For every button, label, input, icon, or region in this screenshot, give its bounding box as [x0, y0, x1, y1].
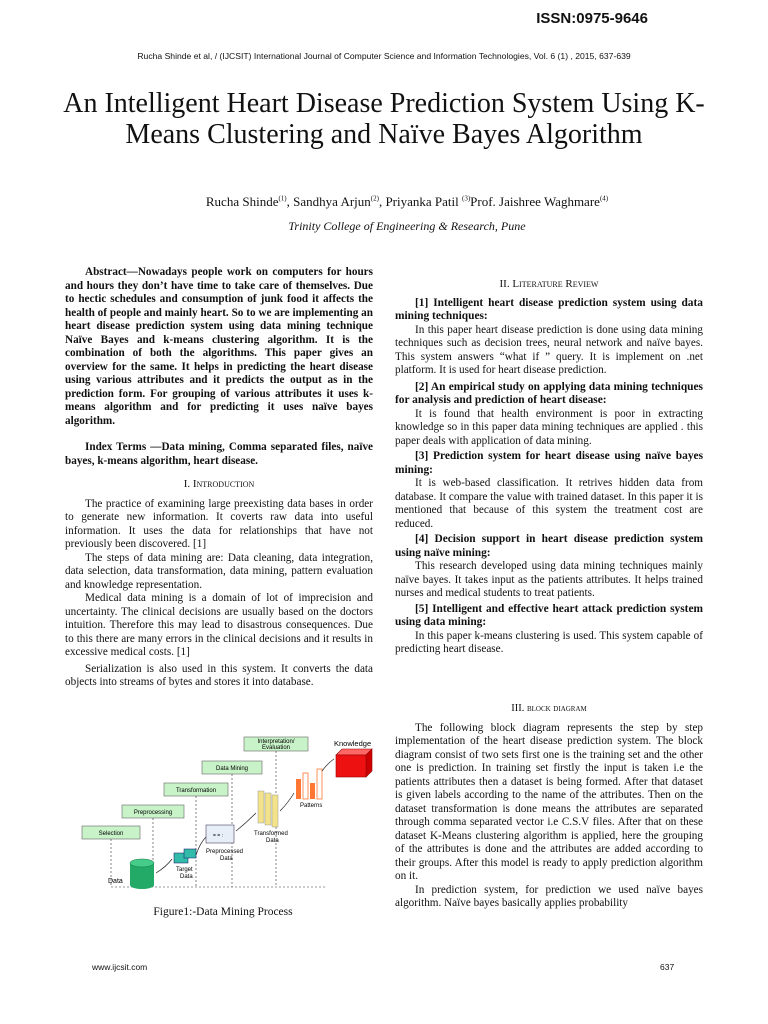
- lit-item-1: [395, 297, 703, 378]
- lit-item-title: [4] Decision support in heart disease prediction system using naïve mining:: [395, 533, 703, 559]
- author-1: Rucha Shinde: [205, 194, 279, 209]
- interpretation-label: Interpretation/: [257, 739, 295, 745]
- author-sep: ,: [378, 194, 386, 209]
- author-3: Priyanka Patil: [385, 194, 462, 209]
- figure-caption: Figure1:-Data Mining Process: [153, 906, 293, 918]
- author-2-mark: (2): [370, 194, 379, 203]
- lit-item-title: [2] An empirical study on applying data mining techniques for analysis and prediction of heart disease:: [395, 380, 703, 406]
- preprocessing-label: Preprocessing: [133, 810, 173, 816]
- target-data-icon: [174, 849, 196, 863]
- patterns-icon: [296, 769, 322, 799]
- transformed-label-1: Transformed: [254, 831, 288, 837]
- paragraph: The practice of examining large preexisting data bases in order to generate new information. It coverts raw data into useful information. It uses the data for relationships that have not previously been discovered. [1]: [65, 497, 373, 550]
- target-label-1: Target: [176, 867, 193, 873]
- lit-item-title: [1] Intelligent heart disease prediction system using data mining techniques:: [395, 296, 703, 322]
- issn-label: ISSN:0975-9646: [536, 10, 648, 27]
- author-1-mark: (1): [278, 194, 287, 203]
- index-terms: Index Terms —Data mining, Comma separated files, naïve bayes, k-means algorithm, heart disease.: [65, 441, 373, 467]
- patterns-label: Patterns: [300, 803, 323, 809]
- lit-item-title: [5] Intelligent and effective heart attack prediction system using data mining:: [395, 602, 703, 628]
- block-diagram-section: [395, 702, 703, 911]
- knowledge-label: Knowledge: [334, 739, 372, 748]
- section-heading-literature: [395, 278, 703, 292]
- lit-item-body: In this paper k-means clustering is used. This system capable of predicting heart disease.: [395, 629, 703, 655]
- lit-item-body: It is found that health environment is poor in extracting knowledge so in this paper data mining techniques are applied . this paper deals with application of data mining.: [395, 407, 703, 447]
- evaluation-label: Evaluation: [261, 745, 291, 751]
- transformed-label-2: Data: [266, 838, 279, 844]
- lit-item-body: It is web-based classification. It retrives hidden data from database. It compare the value with trained dataset. In this paper it is mentioned that because of this system the treatment cost are reduced.: [395, 477, 703, 530]
- abstract: [65, 266, 373, 468]
- author-list: [0, 194, 768, 210]
- running-header: Rucha Shinde et al, / (IJCSIT) International Journal of Computer Science and Information Technologies, Vol. 6 (1) , 2015, 637-639: [137, 51, 631, 61]
- section-heading-introduction: I. Introduction: [183, 478, 255, 490]
- lit-item-4: [395, 533, 703, 601]
- footer-website: www.ijcsit.com: [92, 962, 148, 972]
- paragraph: Serialization is also used in this system. It converts the data objects into streams of bytes and stores it into database.: [65, 662, 373, 688]
- literature-review-section: [395, 278, 703, 657]
- preprocessed-data-icon: [206, 825, 234, 843]
- data-label: Data: [108, 878, 123, 885]
- paper-title: An Intelligent Heart Disease Prediction System Using K-Means Clustering and Naïve Bayes Algorithm: [63, 88, 705, 150]
- target-label-2: Data: [180, 874, 193, 880]
- selection-label: Selection: [98, 831, 124, 837]
- svg-text:= = :: = = :: [213, 833, 224, 839]
- author-3-mark: (3): [462, 194, 471, 203]
- author-sep: ,: [286, 194, 294, 209]
- database-icon: [130, 859, 154, 889]
- heading-text: II. Literature Review: [499, 278, 599, 290]
- lit-item-title: [3] Prediction system for heart disease using naïve bayes mining:: [395, 450, 703, 476]
- introduction-section: [65, 478, 373, 690]
- author-2: Sandhya Arjun: [293, 194, 371, 209]
- preprocessed-label-2: Data: [220, 856, 233, 862]
- preprocessed-label-1: Preprocessed: [206, 849, 244, 855]
- affiliation: Trinity College of Engineering & Research, Pune: [288, 219, 526, 233]
- abstract-text: Abstract—Nowadays people work on computers for hours and hours they don’t have time to take care of themselves. Due to hectic schedules and consumption of junk food it affects the health of people and mainly heart. So to we are implementing an heart disease prediction system using data mining technique Naïve Bayes and k-means clustering algorithm. It is the combination of both the algorithms. This paper gives an overview for the same. It helps in predicting the heart disease using various attributes and it predicts the output as in the prediction form. For grouping of various attributes it uses k-means algorithm and for predicting it uses naïve bayes algorithm.: [65, 266, 373, 427]
- lit-item-body: In this paper heart disease prediction is done using data mining techniques such as decision trees, neural network and naïve bayes. This system answers “what if ” query. It is implement on .net platform. It is used for heart disease prediction.: [395, 323, 703, 376]
- paragraph: In prediction system, for prediction we used naïve bayes algorithm. Naïve bayes basically applies probability: [395, 883, 703, 909]
- data-mining-label: Data Mining: [215, 766, 249, 772]
- paragraph: Medical data mining is a domain of lot of imprecision and uncertainty. The clinical decisions are usually based on the doctors intuition. Therefore this may lead to disastrous consequences. Due to this there are many errors in the clinical decisions and it results in excessive medical costs. [1]: [65, 592, 373, 658]
- author-4-mark: (4): [599, 194, 609, 203]
- lit-item-3: [395, 450, 703, 531]
- transformed-data-icon: [258, 791, 278, 827]
- transformation-label: Transformation: [175, 788, 217, 794]
- footer-page-number: 637: [660, 962, 675, 972]
- author-4: Prof. Jaishree Waghmare: [470, 194, 600, 209]
- paragraph: The steps of data mining are: Data cleaning, data integration, data selection, data transformation, data mining, pattern evaluation and knowledge representation.: [65, 551, 373, 591]
- lit-item-body: This research developed using data mining techniques mainly naïve bayes. It takes input as the patients attributes. It helps trained nurses and medical students to treat patients.: [395, 560, 703, 599]
- heading-text: III. block diagram: [511, 703, 587, 714]
- section-heading-block-diagram: [395, 702, 703, 716]
- paragraph: The following block diagram represents the step by step implementation of the heart disease prediction system. The block diagram consist of two sets first one is the training set and the other one is prediction. In training set firstly the input is taken i.e the patients attributes then a dataset is being formed. After that dataset is given labels according to the name of the attributes. Then on the dataset transformation is done means the attributes are separated through comma separated vector i.e C.S.V files. After that on these dataset K-Means clustering algorithm is applied, here the grouping of the attributes is done and the attributes are added according to their groups. After this model is ready to apply prediction algorithm on it.: [395, 721, 703, 882]
- data-mining-process-figure: [78, 727, 378, 897]
- lit-item-5: [395, 603, 703, 657]
- lit-item-2: [395, 381, 703, 449]
- knowledge-cube-icon: [336, 749, 372, 777]
